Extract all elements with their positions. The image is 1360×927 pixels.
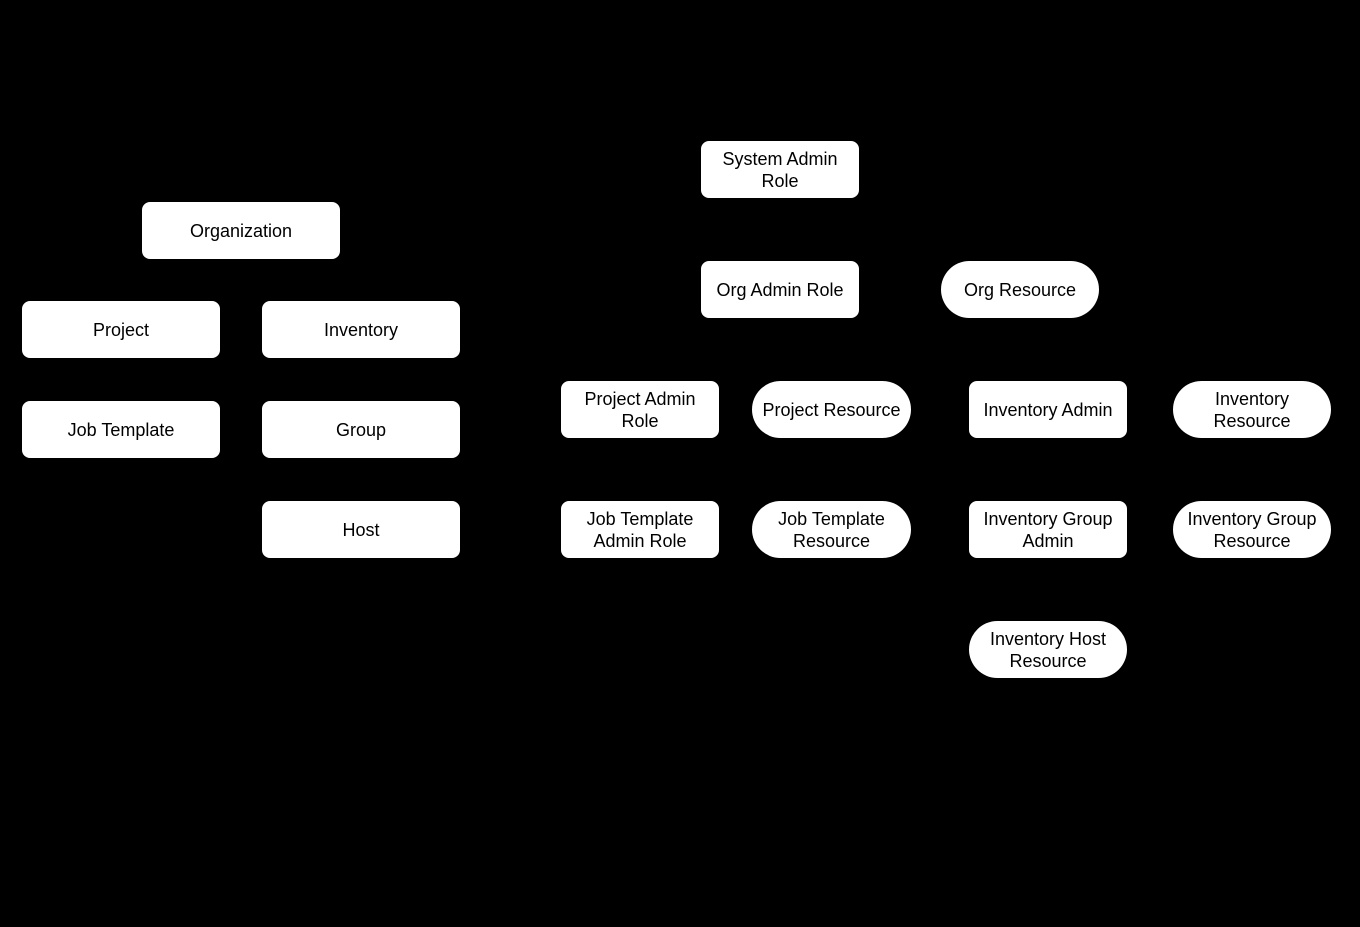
diagram-node-inventory-host-resource [969,621,1127,678]
diagram-node-job-template [22,401,220,458]
node-label-line: Resource [1213,530,1291,551]
node-label-line: Project Resource [762,399,901,420]
node-label-line: Role [761,170,799,191]
diagram-node-organization [142,202,340,259]
diagram-node-job-template-admin-role [561,501,719,558]
node-label-line: Resource [792,530,871,551]
node-label-line: Inventory [323,319,399,340]
node-label-line: Resource [1213,410,1291,431]
node-label-line: System Admin [722,148,838,169]
node-label-line: Org Resource [963,279,1077,300]
diagram-node-project [22,301,220,358]
node-label-line: Inventory Host [989,628,1107,649]
diagram-node-system-admin-role [701,141,859,198]
node-label-line: Admin [1022,530,1074,551]
node-label-line: Inventory [1214,388,1290,409]
node-label-line: Host [342,519,380,540]
node-label-line: Inventory Group [1187,508,1317,529]
node-label-line: Role [621,410,659,431]
node-label-line: Inventory Group [983,508,1113,529]
node-label-line: Org Admin Role [716,279,844,300]
diagram-node-group [262,401,460,458]
diagram-node-inventory-group-admin [969,501,1127,558]
diagram-node-org-admin-role [701,261,859,318]
diagram-node-inventory-resource [1173,381,1331,438]
diagram-node-host [262,501,460,558]
node-label-line: Organization [189,220,293,241]
node-label-line: Project [92,319,150,340]
diagram-node-inventory-group-resource [1173,501,1331,558]
diagram-node-inventory [262,301,460,358]
node-label-line: Admin Role [593,530,687,551]
node-label-line: Group [335,419,387,440]
node-label-line: Resource [1009,650,1087,671]
diagram-node-org-resource [941,261,1099,318]
diagram-node-job-template-resource [752,501,911,558]
diagram-node-project-admin-role [561,381,719,438]
diagram-node-project-resource [752,381,911,438]
node-label-line: Job Template [586,508,694,529]
node-label-line: Inventory Admin [983,399,1113,420]
diagram-node-inventory-admin [969,381,1127,438]
node-label-line: Project Admin [584,388,696,409]
node-label-line: Job Template [67,419,175,440]
node-label-line: Job Template [778,508,885,529]
